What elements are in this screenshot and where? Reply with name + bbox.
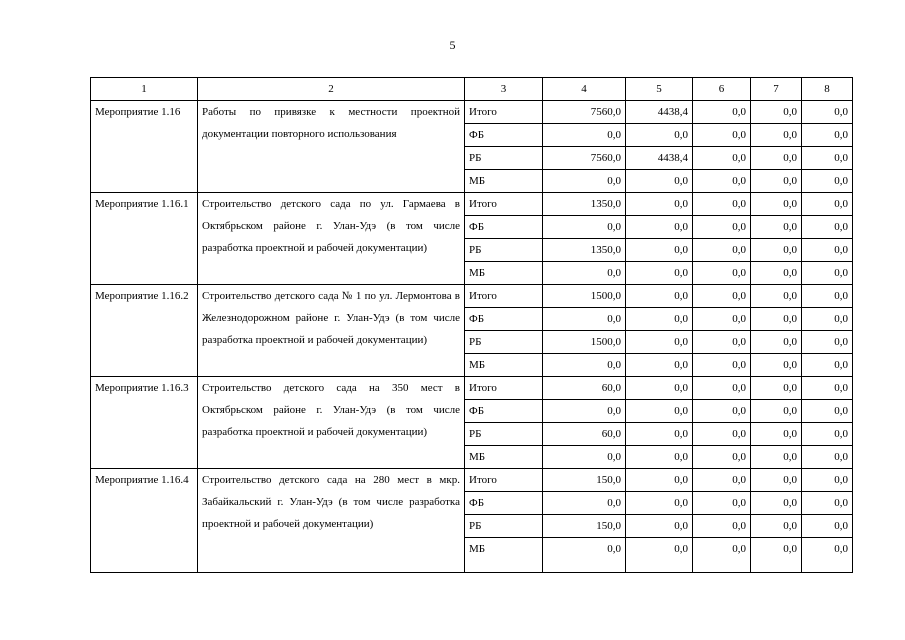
amount-cell: 0,0: [543, 538, 626, 573]
table-body: [91, 78, 853, 573]
amount-cell: 0,0: [543, 170, 626, 193]
funding-source: РБ: [465, 423, 543, 446]
amount-cell: 0,0: [693, 239, 751, 262]
amount-cell: 0,0: [751, 216, 802, 239]
funding-source: РБ: [465, 147, 543, 170]
amount-cell: 0,0: [751, 354, 802, 377]
funding-source: РБ: [465, 331, 543, 354]
amount-cell: 1500,0: [543, 285, 626, 308]
amount-cell: 0,0: [751, 262, 802, 285]
funding-source: ФБ: [465, 124, 543, 147]
amount-cell: 0,0: [543, 446, 626, 469]
column-header: 8: [802, 78, 853, 101]
amount-cell: 0,0: [693, 469, 751, 492]
amount-cell: 0,0: [802, 216, 853, 239]
amount-cell: 0,0: [802, 400, 853, 423]
amount-cell: 0,0: [802, 423, 853, 446]
amount-cell: 0,0: [802, 308, 853, 331]
column-header: 3: [465, 78, 543, 101]
amount-cell: 0,0: [693, 170, 751, 193]
amount-cell: 0,0: [693, 423, 751, 446]
amount-cell: 0,0: [626, 423, 693, 446]
amount-cell: 0,0: [693, 216, 751, 239]
amount-cell: 0,0: [802, 469, 853, 492]
amount-cell: 0,0: [693, 331, 751, 354]
amount-cell: 0,0: [802, 331, 853, 354]
amount-cell: 0,0: [751, 446, 802, 469]
amount-cell: 1350,0: [543, 193, 626, 216]
activity-description: Работы по привязке к местности проектной документации повторного использования: [198, 101, 465, 193]
funding-source: Итого: [465, 469, 543, 492]
funding-source: РБ: [465, 239, 543, 262]
amount-cell: 0,0: [751, 285, 802, 308]
amount-cell: 0,0: [693, 400, 751, 423]
column-header: 1: [91, 78, 198, 101]
funding-source: РБ: [465, 515, 543, 538]
amount-cell: 0,0: [802, 170, 853, 193]
amount-cell: 0,0: [751, 147, 802, 170]
amount-cell: 0,0: [693, 262, 751, 285]
activity-label: Мероприятие 1.16.1: [91, 193, 198, 285]
activity-label: Мероприятие 1.16.2: [91, 285, 198, 377]
amount-cell: 4438,4: [626, 101, 693, 124]
amount-cell: 0,0: [543, 124, 626, 147]
amount-cell: 0,0: [802, 492, 853, 515]
amount-cell: 60,0: [543, 377, 626, 400]
table-row: [91, 469, 853, 492]
amount-cell: 0,0: [802, 285, 853, 308]
amount-cell: 0,0: [751, 469, 802, 492]
amount-cell: 0,0: [543, 262, 626, 285]
amount-cell: 0,0: [693, 446, 751, 469]
amount-cell: 0,0: [751, 170, 802, 193]
amount-cell: 0,0: [693, 193, 751, 216]
table-row: [91, 101, 853, 124]
column-header: 7: [751, 78, 802, 101]
amount-cell: 0,0: [751, 331, 802, 354]
activity-description: Строительство детского сада № 1 по ул. Лермонтова в Железнодорожном районе г. Улан-Удэ (в том числе разработка проектной и рабочей документации): [198, 285, 465, 377]
amount-cell: 0,0: [543, 354, 626, 377]
amount-cell: 4438,4: [626, 147, 693, 170]
amount-cell: 0,0: [751, 239, 802, 262]
amount-cell: 0,0: [626, 308, 693, 331]
amount-cell: 150,0: [543, 469, 626, 492]
column-header: 6: [693, 78, 751, 101]
amount-cell: 0,0: [693, 147, 751, 170]
amount-cell: 0,0: [543, 308, 626, 331]
amount-cell: 0,0: [626, 538, 693, 573]
amount-cell: 0,0: [693, 285, 751, 308]
amount-cell: 0,0: [751, 492, 802, 515]
amount-cell: 0,0: [693, 538, 751, 573]
amount-cell: 0,0: [543, 216, 626, 239]
amount-cell: 0,0: [693, 354, 751, 377]
amount-cell: 0,0: [802, 147, 853, 170]
amount-cell: 0,0: [802, 377, 853, 400]
amount-cell: 0,0: [626, 193, 693, 216]
funding-source: Итого: [465, 101, 543, 124]
column-header: 2: [198, 78, 465, 101]
amount-cell: 7560,0: [543, 147, 626, 170]
amount-cell: 0,0: [626, 239, 693, 262]
amount-cell: 0,0: [802, 124, 853, 147]
amount-cell: 0,0: [751, 400, 802, 423]
amount-cell: 0,0: [751, 308, 802, 331]
amount-cell: 0,0: [751, 124, 802, 147]
amount-cell: 0,0: [751, 538, 802, 573]
amount-cell: 0,0: [693, 308, 751, 331]
amount-cell: 0,0: [802, 446, 853, 469]
amount-cell: 0,0: [626, 216, 693, 239]
amount-cell: 1500,0: [543, 331, 626, 354]
amount-cell: 0,0: [626, 400, 693, 423]
amount-cell: 0,0: [751, 423, 802, 446]
activity-description: Строительство детского сада на 280 мест в мкр. Забайкальский г. Улан-Удэ (в том числе разработка проектной и рабочей документации): [198, 469, 465, 573]
activity-description: Строительство детского сада по ул. Гармаева в Октябрьском районе г. Улан-Удэ (в том числе разработка проектной и рабочей документации): [198, 193, 465, 285]
funding-source: ФБ: [465, 216, 543, 239]
funding-source: МБ: [465, 354, 543, 377]
amount-cell: 0,0: [626, 515, 693, 538]
amount-cell: 0,0: [693, 377, 751, 400]
amount-cell: 0,0: [751, 377, 802, 400]
amount-cell: 1350,0: [543, 239, 626, 262]
funding-source: МБ: [465, 538, 543, 573]
amount-cell: 0,0: [751, 193, 802, 216]
activity-label: Мероприятие 1.16: [91, 101, 198, 193]
amount-cell: 7560,0: [543, 101, 626, 124]
amount-cell: 0,0: [802, 101, 853, 124]
header-row: [91, 78, 853, 101]
amount-cell: 0,0: [626, 124, 693, 147]
table-row: [91, 193, 853, 216]
amount-cell: 0,0: [543, 492, 626, 515]
amount-cell: 0,0: [626, 446, 693, 469]
funding-source: Итого: [465, 285, 543, 308]
funding-source: МБ: [465, 446, 543, 469]
amount-cell: 0,0: [626, 262, 693, 285]
amount-cell: 60,0: [543, 423, 626, 446]
amount-cell: 0,0: [626, 170, 693, 193]
amount-cell: 0,0: [543, 400, 626, 423]
funding-source: ФБ: [465, 308, 543, 331]
amount-cell: 0,0: [626, 492, 693, 515]
page-number: 5: [449, 38, 456, 52]
funding-source: Итого: [465, 377, 543, 400]
budget-table: [90, 77, 853, 573]
amount-cell: 0,0: [751, 101, 802, 124]
amount-cell: 0,0: [802, 193, 853, 216]
amount-cell: 0,0: [751, 515, 802, 538]
funding-source: Итого: [465, 193, 543, 216]
column-header: 5: [626, 78, 693, 101]
amount-cell: 0,0: [693, 492, 751, 515]
amount-cell: 0,0: [802, 239, 853, 262]
amount-cell: 0,0: [802, 515, 853, 538]
activity-description: Строительство детского сада на 350 мест в Октябрьском районе г. Улан-Удэ (в том числе разработка проектной и рабочей документации): [198, 377, 465, 469]
amount-cell: 0,0: [626, 354, 693, 377]
funding-source: ФБ: [465, 400, 543, 423]
column-header: 4: [543, 78, 626, 101]
amount-cell: 0,0: [626, 331, 693, 354]
amount-cell: 0,0: [626, 377, 693, 400]
funding-source: МБ: [465, 262, 543, 285]
amount-cell: 0,0: [693, 101, 751, 124]
activity-label: Мероприятие 1.16.4: [91, 469, 198, 573]
amount-cell: 0,0: [693, 124, 751, 147]
table-row: [91, 377, 853, 400]
funding-source: МБ: [465, 170, 543, 193]
amount-cell: 0,0: [802, 354, 853, 377]
amount-cell: 0,0: [626, 285, 693, 308]
amount-cell: 0,0: [693, 515, 751, 538]
amount-cell: 0,0: [802, 262, 853, 285]
amount-cell: 0,0: [626, 469, 693, 492]
activity-label: Мероприятие 1.16.3: [91, 377, 198, 469]
funding-source: ФБ: [465, 492, 543, 515]
table-row: [91, 285, 853, 308]
amount-cell: 0,0: [802, 538, 853, 573]
amount-cell: 150,0: [543, 515, 626, 538]
